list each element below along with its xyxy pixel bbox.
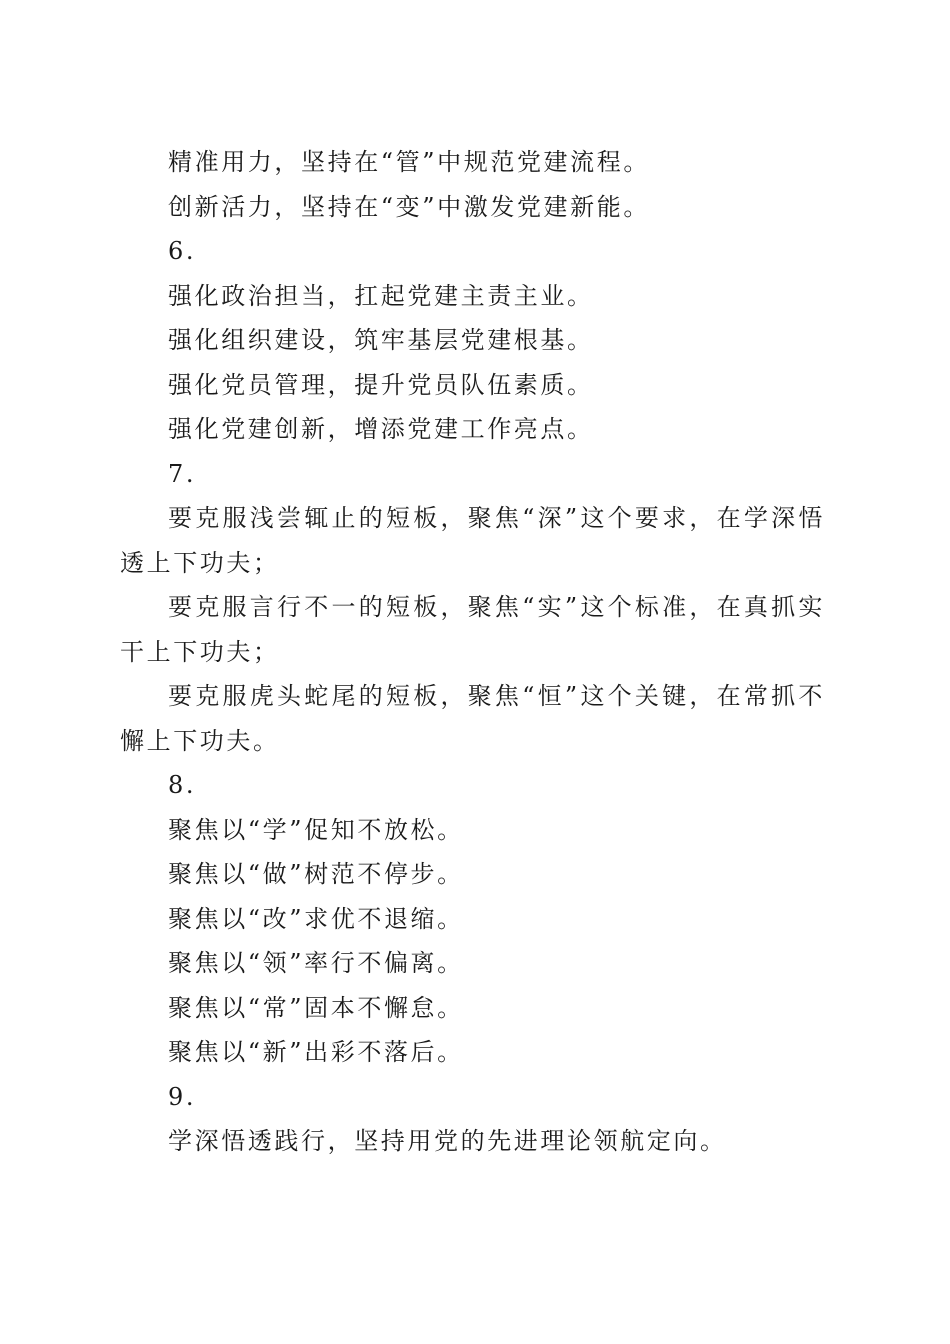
text-line: 强化党员管理，提升党员队伍素质。 [168,370,594,399]
document-body [120,140,825,1164]
text-line: 强化组织建设，筑牢基层党建根基。 [168,326,594,354]
section-number-7: 7. [168,459,197,488]
text-line: 聚焦以“学”促知不放松。 [168,815,464,844]
paragraph: 要克服言行不一的短板，聚焦“实”这个标准，在真抓实干上下功夫； [120,593,825,666]
text-line: 聚焦以“改”求优不退缩。 [168,904,464,933]
text-line: 创新活力，坚持在“变”中激发党建新能。 [168,192,650,221]
section-number-8: 8. [168,771,197,799]
text-line: 聚焦以“常”固本不懈怠。 [168,993,464,1022]
text-line: 聚焦以“领”率行不偏离。 [168,949,464,977]
text-line: 聚焦以“新”出彩不落后。 [168,1038,464,1066]
text-line: 聚焦以“做”树范不停步。 [168,860,464,888]
paragraph: 要克服浅尝辄止的短板，聚焦“深”这个要求，在学深悟透上下功夫； [120,504,825,577]
text-line: 学深悟透践行，坚持用党的先进理论领航定向。 [168,1127,727,1155]
paragraph: 要克服虎头蛇尾的短板，聚焦“恒”这个关键，在常抓不懈上下功夫。 [120,682,825,755]
section-number-6: 6. [168,237,197,265]
text-line: 强化党建创新，增添党建工作亮点。 [168,415,594,443]
section-number-9: 9. [168,1082,197,1111]
text-line: 强化政治担当，扛起党建主责主业。 [168,281,594,310]
text-line: 精准用力，坚持在“管”中规范党建流程。 [168,148,650,176]
